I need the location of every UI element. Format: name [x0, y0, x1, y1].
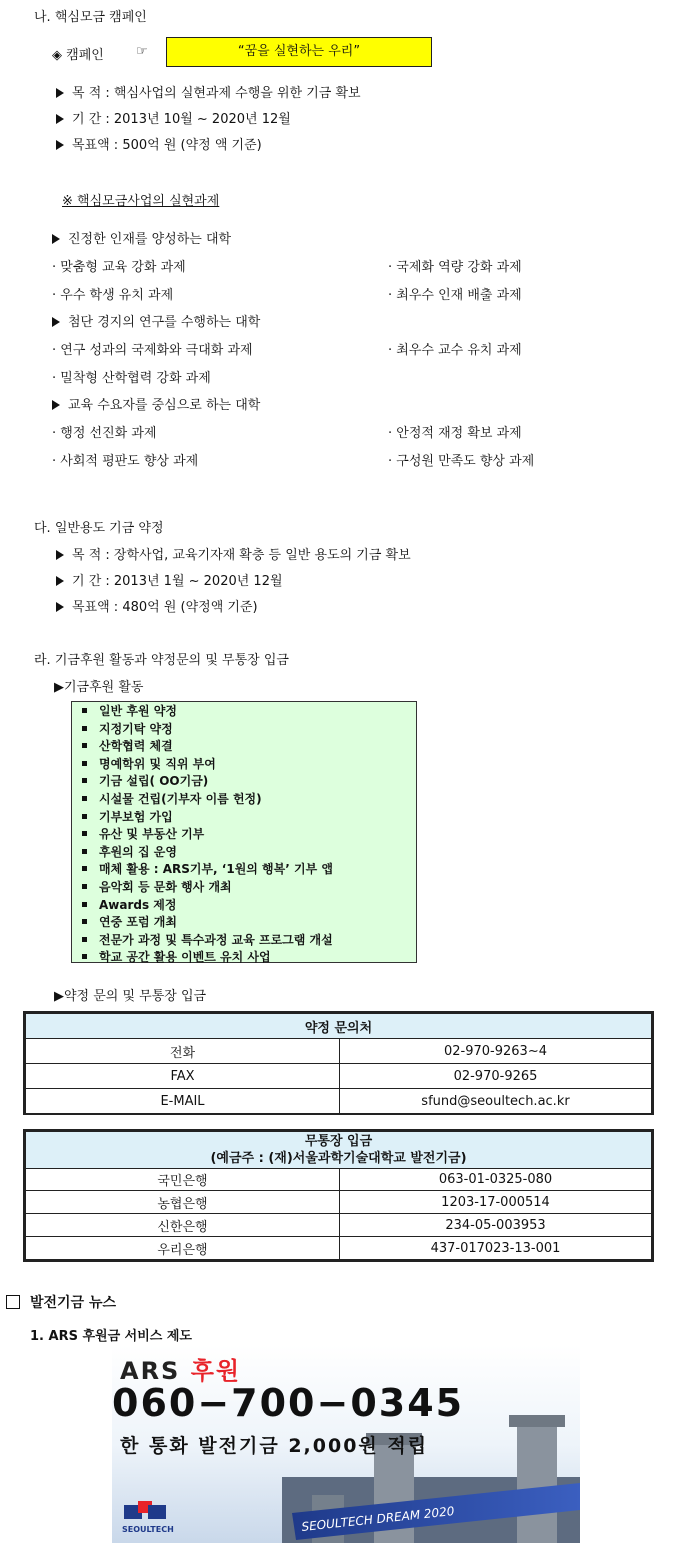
logo-text: SEOULTECH: [122, 1525, 174, 1534]
contact-table-header: 약정 문의처: [26, 1014, 652, 1039]
task-item: · 안정적 재정 확보 과제: [388, 426, 522, 441]
bank-account: 1203-17-000514: [340, 1191, 652, 1214]
banner-phone: 060−700−0345: [112, 1381, 465, 1425]
table-row: [26, 1169, 652, 1191]
task-item: · 연구 성과의 국제화와 극대화 과제: [52, 343, 253, 358]
bullet-triangle-icon: [52, 317, 60, 327]
ars-banner: [112, 1345, 580, 1543]
list-item: 일반 후원 약정: [72, 703, 416, 721]
list-item: 지정기탁 약정: [72, 721, 416, 739]
banner-tagline: 한 통화 발전기금 2,000원 적립: [120, 1435, 429, 1457]
banner-huwon: 후원: [190, 1357, 242, 1385]
contact-value: 02-970-9263~4: [340, 1039, 652, 1064]
campaign-name-box: [166, 37, 432, 67]
campaign-period: 기 간 : 2013년 10월 ~ 2020년 12월: [56, 108, 291, 127]
bullet-triangle-icon: [56, 88, 64, 98]
contact-value: 02-970-9265: [340, 1064, 652, 1089]
bullet-triangle-icon: [56, 576, 64, 586]
contact-label: 전화: [26, 1039, 340, 1064]
list-item: 학교 공간 활용 이벤트 유치 사업: [72, 949, 416, 967]
activities-list: [71, 701, 417, 963]
bullet-triangle-icon: [56, 602, 64, 612]
bank-table-header: 무통장 입금 (예금주 : (재)서울과학기술대학교 발전기금): [26, 1132, 652, 1169]
table-row: [26, 1064, 652, 1089]
list-item: 산학협력 체결: [72, 738, 416, 756]
general-purpose: 목 적 : 장학사업, 교육기자재 확충 등 일반 용도의 기금 확보: [56, 544, 411, 563]
list-item: 연중 포럼 개최: [72, 914, 416, 932]
task-item: · 사회적 평판도 향상 과제: [52, 454, 199, 469]
logo-mark-right: [148, 1505, 166, 1519]
pointing-hand-icon: ☞: [136, 44, 148, 59]
section-da-heading: 다. 일반용도 기금 약정: [34, 521, 164, 536]
task-item: · 국제화 역량 강화 과제: [388, 260, 522, 275]
list-item: 전문가 과정 및 특수과정 교육 프로그램 개설: [72, 932, 416, 950]
bank-name: 국민은행: [26, 1169, 340, 1191]
list-item: 기금 설립( OO기금): [72, 773, 416, 791]
table-row: [26, 1237, 652, 1260]
task-item: · 행정 선진화 과제: [52, 426, 157, 441]
list-item: 후원의 집 운영: [72, 844, 416, 862]
gate-text: SEOULTECH DREAM 2020: [300, 1504, 455, 1534]
task-item: · 구성원 만족도 향상 과제: [388, 454, 535, 469]
section-na-heading: 나. 핵심모금 캠페인: [34, 10, 147, 25]
general-target: 목표액 : 480억 원 (약정액 기준): [56, 596, 258, 615]
table-row: [26, 1214, 652, 1237]
bank-name: 신한은행: [26, 1214, 340, 1237]
bank-table: [25, 1131, 652, 1260]
general-period: 기 간 : 2013년 1월 ~ 2020년 12월: [56, 570, 283, 589]
contact-email[interactable]: sfund@seoultech.ac.kr: [340, 1089, 652, 1114]
contact-table: [25, 1013, 652, 1114]
list-item: Awards 제정: [72, 897, 416, 915]
list-item: 음악회 등 문화 행사 개최: [72, 879, 416, 897]
news-item-ars: 1. ARS 후원금 서비스 제도: [30, 1329, 192, 1344]
bank-name: 우리은행: [26, 1237, 340, 1260]
task-item: · 우수 학생 유치 과제: [52, 288, 174, 303]
table-row: [26, 1089, 652, 1114]
campaign-label: ◈ 캠페인: [52, 48, 104, 63]
bank-account: 063-01-0325-080: [340, 1169, 652, 1191]
bullet-triangle-icon: [56, 140, 64, 150]
tasks-note: ※ 핵심모금사업의 실현과제: [62, 194, 220, 209]
campaign-target: 목표액 : 500억 원 (약정 액 기준): [56, 134, 262, 153]
news-heading: 발전기금 뉴스: [6, 1292, 116, 1312]
contact-label: FAX: [26, 1064, 340, 1089]
bullet-triangle-icon: [56, 550, 64, 560]
bullet-triangle-icon: [52, 234, 60, 244]
bank-name: 농협은행: [26, 1191, 340, 1214]
task-group-1-title: 진정한 인재를 양성하는 대학: [52, 228, 231, 247]
list-item: 매체 활용 : ARS기부, ‘1원의 행복’ 기부 앱: [72, 861, 416, 879]
contact-label: E-MAIL: [26, 1089, 340, 1114]
banner-ars: ARS: [120, 1357, 181, 1385]
list-item: 유산 및 부동산 기부: [72, 826, 416, 844]
checkbox-icon: [6, 1295, 20, 1309]
list-item: 명예학위 및 직위 부여: [72, 756, 416, 774]
list-item: 기부보험 가입: [72, 809, 416, 827]
inquiry-title: ▶약정 문의 및 무통장 입금: [54, 989, 207, 1004]
task-item: · 밀착형 산학협력 강화 과제: [52, 371, 211, 386]
task-group-2-title: 첨단 경지의 연구를 수행하는 대학: [52, 311, 260, 330]
table-row: [26, 1039, 652, 1064]
list-item: 시설물 건립(기부자 이름 헌정): [72, 791, 416, 809]
task-item: · 최우수 교수 유치 과제: [388, 343, 522, 358]
task-item: · 맞춤형 교육 강화 과제: [52, 260, 186, 275]
section-ra-heading: 라. 기금후원 활동과 약정문의 및 무통장 입금: [34, 653, 289, 668]
table-row: [26, 1191, 652, 1214]
activities-title: ▶기금후원 활동: [54, 680, 144, 695]
bank-account: 437-017023-13-001: [340, 1237, 652, 1260]
bullet-triangle-icon: [52, 400, 60, 410]
task-item: · 최우수 인재 배출 과제: [388, 288, 522, 303]
bullet-triangle-icon: [56, 114, 64, 124]
task-group-3-title: 교육 수요자를 중심으로 하는 대학: [52, 394, 260, 413]
campaign-purpose: 목 적 : 핵심사업의 실현과제 수행을 위한 기금 확보: [56, 82, 361, 101]
bank-account: 234-05-003953: [340, 1214, 652, 1237]
campaign-name: “꿈을 실현하는 우리”: [237, 44, 361, 59]
